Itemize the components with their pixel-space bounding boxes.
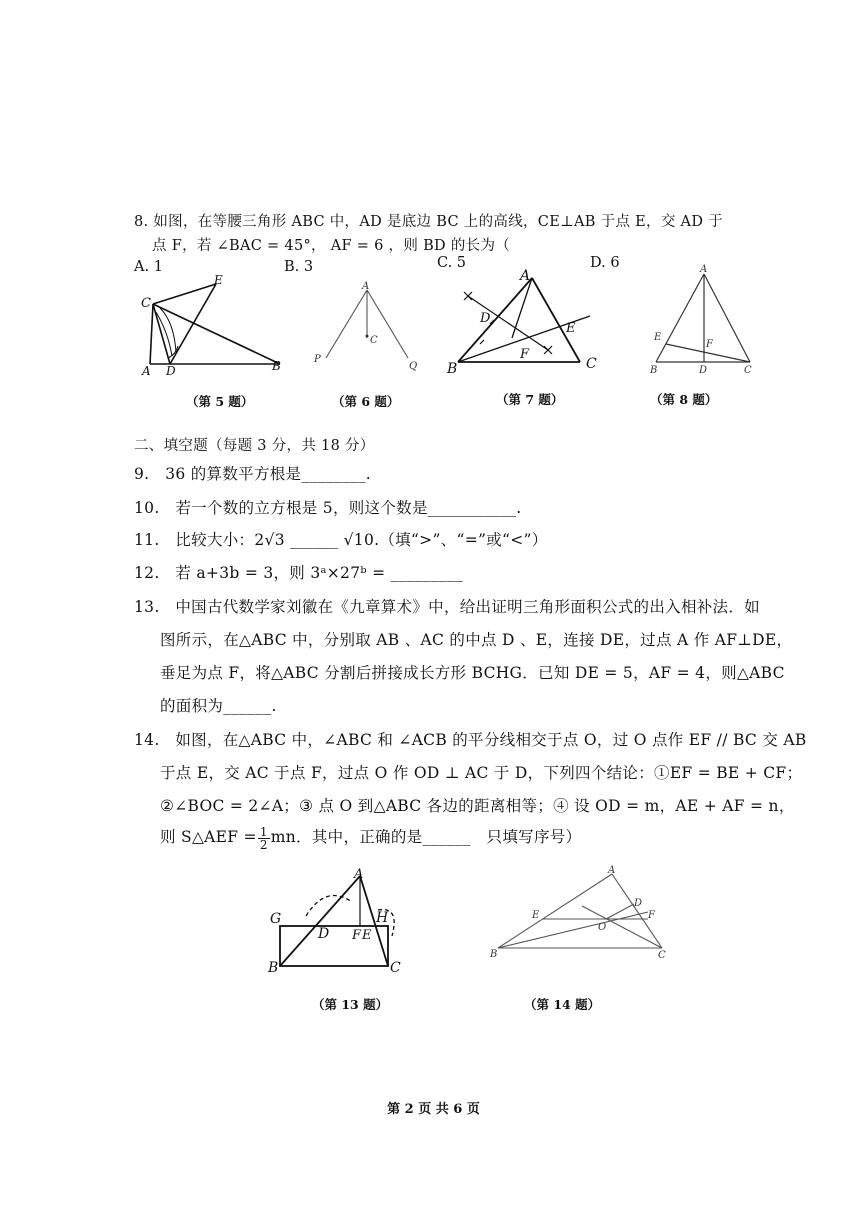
figure-13 — [266, 866, 416, 981]
q10: 10. 若一个数的立方根是 5，则这个数是___________. — [134, 499, 522, 517]
figure-7 — [444, 266, 609, 381]
fig13-label-e: E — [362, 928, 372, 943]
fig13-label-b: B — [268, 960, 279, 976]
q8-line1: 8. 如图，在等腰三角形 ABC 中，AD 是底边 BC 上的高线，CE⊥AB 于点 E，交 AD 于 — [134, 214, 723, 230]
fig13-label-d: D — [318, 926, 330, 942]
fig7-caption: （第 7 题） — [496, 392, 564, 407]
q13-line3: 垂足为点 F，将△ABC 分割后拼接成长方形 BCHG．已知 DE = 5，AF = 4，则△ABC — [160, 664, 785, 682]
fig14-label-d: D — [634, 898, 643, 909]
fig7-label-a: A — [520, 268, 531, 284]
fig13-caption: （第 13 题） — [312, 997, 389, 1012]
q8-line2: 点 F，若 ∠BAC = 45°， AF = 6 ，则 BD 的长为（ — [152, 238, 511, 254]
q14-line4-post: mn．其中，正确的是______ 只填写序号） — [270, 828, 582, 846]
fig8-label-c: C — [744, 365, 752, 376]
fig8-label-a: A — [700, 264, 708, 275]
q14-fraction — [258, 826, 270, 851]
fig13-label-a: A — [354, 867, 364, 882]
q14-line3: ②∠BOC = 2∠A；③ 点 O 到△ABC 各边的距离相等；④ 设 OD = m，AE + AF = n， — [160, 797, 795, 815]
fig13-label-f: F — [352, 928, 362, 943]
fig6-label-a: A — [362, 281, 370, 292]
fig7-label-f: F — [520, 347, 530, 362]
q8-choice-a: A. 1 — [134, 259, 163, 275]
q14-line4-pre: 则 S△AEF = — [160, 828, 257, 846]
section2-title: 二、填空题（每题 3 分，共 18 分） — [134, 438, 375, 454]
q14-frac-den: 2 — [259, 837, 268, 852]
q9: 9. 36 的算数平方根是________. — [134, 465, 371, 483]
fig5-label-a: A — [142, 364, 151, 378]
fig6-caption: （第 6 题） — [332, 394, 400, 409]
fig5-label-e: E — [214, 273, 223, 287]
figure-5 — [138, 272, 288, 377]
fig6-label-q: Q — [409, 361, 418, 372]
q14-line4 — [160, 825, 581, 851]
fig14-label-o: O — [598, 922, 607, 933]
fig8-label-f: F — [706, 339, 713, 350]
fig8-caption: （第 8 题） — [650, 392, 718, 407]
fig5-label-c: C — [141, 296, 151, 311]
fig7-label-c: C — [586, 356, 597, 372]
fig14-label-c: C — [658, 950, 666, 961]
q12: 12. 若 a+3b = 3，则 3ᵃ×27ᵇ = _________ — [134, 564, 464, 582]
fig13-label-h: H — [376, 910, 389, 926]
page-footer: 第 2 页 共 6 页 — [387, 1102, 480, 1117]
q14-line2: 于点 E，交 AC 于点 F，过点 O 作 OD ⊥ AC 于 D，下列四个结论：①EF = BE + CF； — [160, 764, 803, 782]
figure-6 — [312, 280, 422, 375]
fig14-label-b: B — [490, 949, 498, 960]
q11: 11. 比较大小：2√3 ______ √10.（填“>”、“=”或“<”） — [134, 531, 548, 549]
fig14-caption: （第 14 题） — [524, 997, 601, 1012]
q8-choice-c: C. 5 — [437, 255, 467, 271]
fig13-label-c: C — [390, 960, 401, 976]
fig6-label-p: P — [314, 354, 321, 365]
fig7-label-d: D — [480, 311, 491, 326]
fig14-label-e: E — [532, 910, 540, 921]
fig14-label-f: F — [648, 910, 655, 921]
fig8-label-e: E — [654, 332, 662, 343]
fig7-label-e: E — [566, 321, 576, 336]
figure-8 — [646, 262, 756, 377]
fig5-label-d: D — [166, 364, 176, 378]
fig13-label-g: G — [270, 911, 282, 927]
fig5-caption: （第 5 题） — [186, 394, 254, 409]
fig7-label-b: B — [447, 361, 458, 377]
q13-line1: 13. 中国古代数学家刘徽在《九章算术》中，给出证明三角形面积公式的出入相补法．如 — [134, 598, 760, 616]
q13-line4: 的面积为______. — [160, 697, 277, 715]
q13-line2: 图所示，在△ABC 中，分别取 AB 、AC 的中点 D 、E，连接 DE，过点 A 作 AF⊥DE， — [160, 631, 793, 649]
fig8-label-d: D — [699, 365, 708, 376]
q8-choice-b: B. 3 — [284, 259, 314, 275]
fig6-label-c: C — [370, 335, 378, 346]
fig8-label-b: B — [650, 365, 658, 376]
q8-choice-d: D. 6 — [590, 255, 620, 271]
fig5-label-b: B — [272, 359, 281, 373]
q14-line1: 14. 如图，在△ABC 中，∠ABC 和 ∠ACB 的平分线相交于点 O，过 O 点作 EF // BC 交 AB — [134, 731, 807, 749]
figure-14 — [486, 866, 676, 966]
q14-frac-num: 1 — [259, 824, 268, 839]
fig14-label-a: A — [608, 865, 616, 876]
